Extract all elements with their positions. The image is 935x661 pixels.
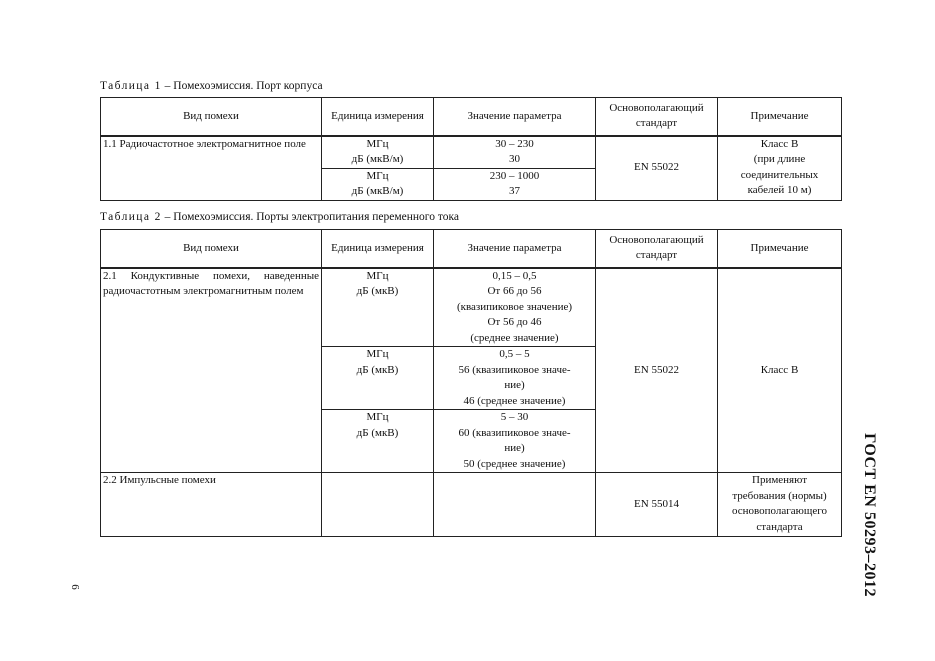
t2-header-note: Примечание xyxy=(718,230,842,268)
table1 xyxy=(100,97,842,201)
t2-row1-standard: EN 55022 xyxy=(596,268,718,473)
table2 xyxy=(100,229,842,537)
t1-row-unit-2: МГц дБ (мкВ/м) xyxy=(322,168,434,200)
t2-row1-unit-3: МГц дБ (мкВ) xyxy=(322,410,434,473)
t2-row2-standard: EN 55014 xyxy=(596,473,718,537)
page-number: 6 xyxy=(69,584,81,590)
t2-row2-note: Применяют требования (нормы) основополагающего стандарта xyxy=(718,473,842,537)
t1-header-unit: Единица измерения xyxy=(322,98,434,136)
t2-row1-unit-1: МГц дБ (мкВ) xyxy=(322,268,434,347)
t2-header-standard: Основополагающий стандарт xyxy=(596,230,718,268)
t1-header-type: Вид помехи xyxy=(101,98,322,136)
t2-row1-unit-2: МГц дБ (мкВ) xyxy=(322,347,434,410)
t2-row2-value xyxy=(434,473,596,537)
t2-row1-value-1: 0,15 – 0,5 От 66 до 56 (квазипиковое значение) От 56 до 46 (среднее значение) xyxy=(434,268,596,347)
document-title: ГОСТ EN 50293–2012 xyxy=(861,433,878,597)
t1-row-value-1: 30 – 230 30 xyxy=(434,136,596,169)
t2-row2-type: 2.2 Импульсные помехи xyxy=(101,473,322,537)
t2-row1-note: Класс B xyxy=(718,268,842,473)
table1-caption-prefix: Таблица 1 xyxy=(100,80,162,92)
t1-row-note: Класс B (при длине соединительных кабелей 10 м) xyxy=(718,136,842,201)
t1-row-standard: EN 55022 xyxy=(596,136,718,201)
t2-row1-value-3: 5 – 30 60 (квазипиковое значе- ние) 50 (среднее значение) xyxy=(434,410,596,473)
t1-row-unit-1: МГц дБ (мкВ/м) xyxy=(322,136,434,169)
table2-caption xyxy=(100,211,459,223)
t1-header-note: Примечание xyxy=(718,98,842,136)
t2-row2-unit xyxy=(322,473,434,537)
t2-header-value: Значение параметра xyxy=(434,230,596,268)
t1-header-standard: Основополагающий стандарт xyxy=(596,98,718,136)
t1-header-value: Значение параметра xyxy=(434,98,596,136)
t2-header-type: Вид помехи xyxy=(101,230,322,268)
t2-row1-value-2: 0,5 – 5 56 (квазипиковое значе- ние) 46 (среднее значение) xyxy=(434,347,596,410)
table2-caption-text: – Помехоэмиссия. Порты электропитания переменного тока xyxy=(161,211,459,223)
table1-caption xyxy=(100,80,323,92)
table1-caption-text: – Помехоэмиссия. Порт корпуса xyxy=(161,80,323,92)
t1-row-type: 1.1 Радиочастотное электромагнитное поле xyxy=(101,136,322,201)
t2-header-unit: Единица измерения xyxy=(322,230,434,268)
t2-row1-type: 2.1 Кондуктивные помехи, наведенные радиочастотным электромагнитным полем xyxy=(101,268,322,473)
t1-row-value-2: 230 – 1000 37 xyxy=(434,168,596,200)
table2-caption-prefix: Таблица 2 xyxy=(100,211,162,223)
